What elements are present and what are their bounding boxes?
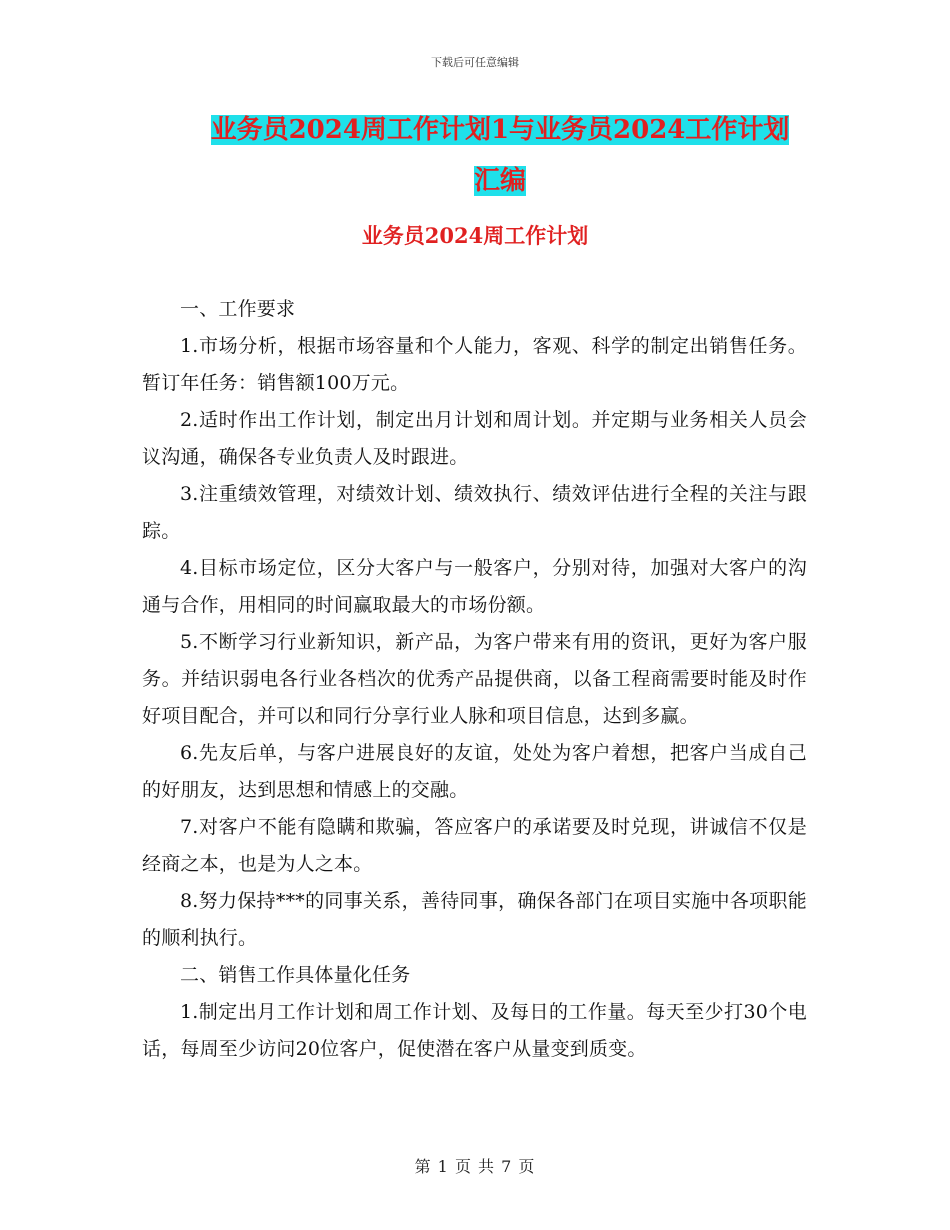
paragraph: 7.对客户不能有隐瞒和欺骗，答应客户的承诺要及时兑现，讲诚信不仅是经商之本，也是为人之本。 (142, 816, 807, 875)
header-note: 下载后可任意编辑 (431, 56, 519, 69)
paragraph: 2.适时作出工作计划，制定出月计划和周计划。并定期与业务相关人员会议沟通，确保各专业负责人及时跟进。 (142, 409, 807, 468)
paragraph: 3.注重绩效管理，对绩效计划、绩效执行、绩效评估进行全程的关注与跟踪。 (142, 483, 807, 542)
paragraph: 1.市场分析，根据市场容量和个人能力，客观、科学的制定出销售任务。暂订年任务：销售额100万元。 (142, 335, 807, 394)
heading-quantified-tasks: 二、销售工作具体量化任务 (180, 964, 411, 986)
document-title: 业务员2024周工作计划1与业务员2024工作计划汇编 (210, 115, 790, 196)
paragraph: 8.努力保持***的同事关系，善待同事，确保各部门在项目实施中各项职能的顺利执行。 (142, 890, 807, 949)
body-text (142, 291, 807, 1068)
paragraph: 1.制定出月工作计划和周工作计划、及每日的工作量。每天至少打30个电话，每周至少访问20位客户，促使潜在客户从量变到质变。 (142, 1001, 807, 1060)
paragraph: 6.先友后单，与客户进展良好的友谊，处处为客户着想，把客户当成自己的好朋友，达到思想和情感上的交融。 (142, 742, 807, 801)
heading-work-requirements: 一、工作要求 (180, 298, 296, 320)
section-title: 业务员2024周工作计划 (361, 223, 589, 248)
paragraph: 5.不断学习行业新知识，新产品，为客户带来有用的资讯，更好为客户服务。并结识弱电各行业各档次的优秀产品提供商，以备工程商需要时能及时作好项目配合，并可以和同行分享行业人脉和项目信息，达到多赢。 (142, 631, 807, 727)
page-footer: 第 1 页 共 7 页 (414, 1157, 536, 1176)
document-title-block (200, 106, 800, 208)
paragraph: 4.目标市场定位，区分大客户与一般客户，分别对待，加强对大客户的沟通与合作，用相同的时间赢取最大的市场份额。 (142, 557, 807, 616)
